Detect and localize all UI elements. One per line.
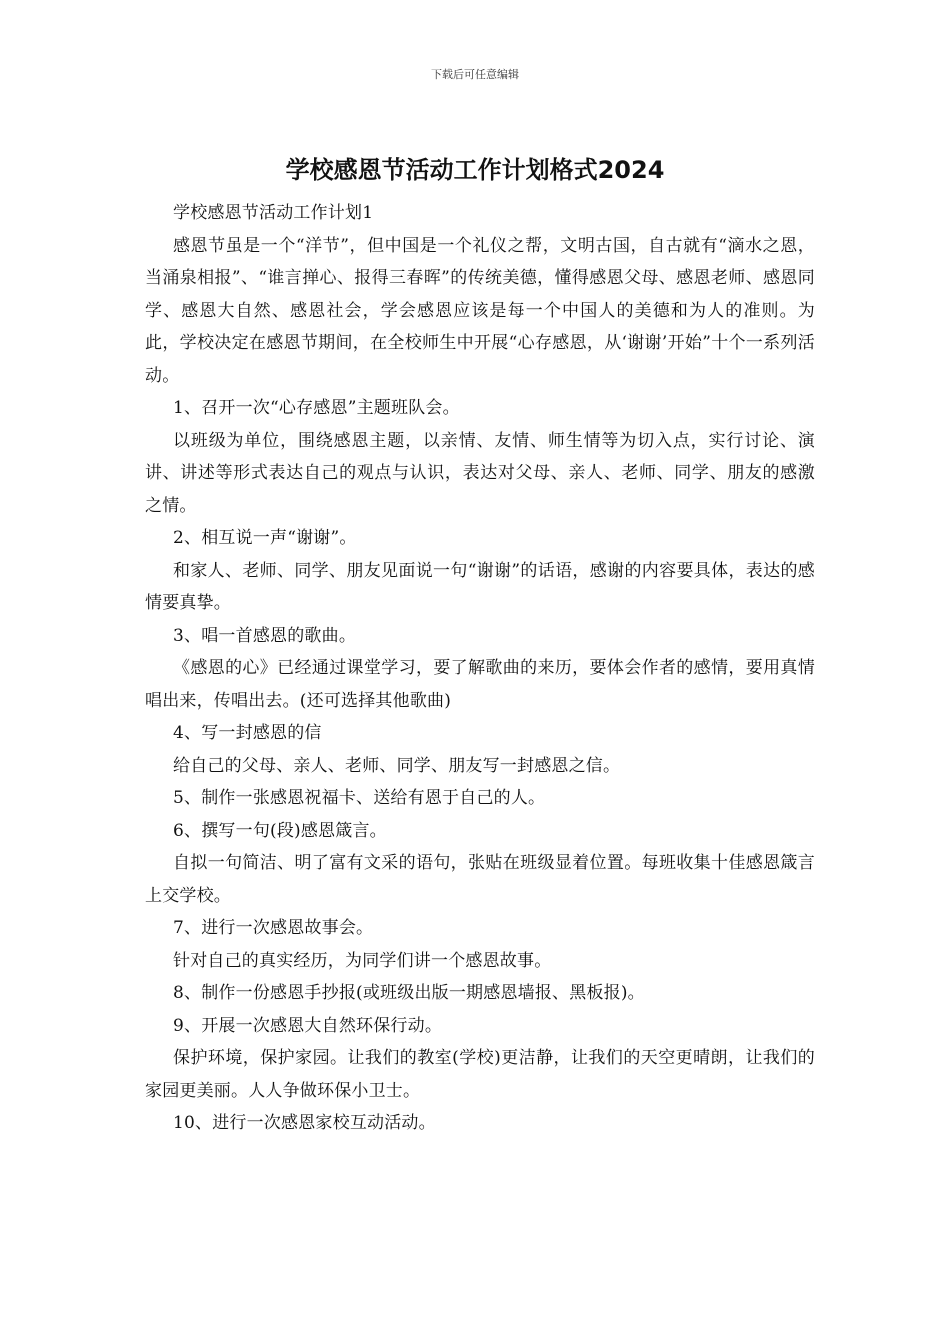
- paragraph: 感恩节虽是一个“洋节”，但中国是一个礼仪之帮，文明古国，自古就有“滴水之恩，当涌泉相报”、“谁言掸心、报得三春晖”的传统美德，懂得感恩父母、感恩老师、感恩同学、感恩大自然、感恩社会，学会感恩应该是每一个中国人的美德和为人的准则。为此，学校决定在感恩节期间，在全校师生中开展“心存感恩，从‘谢谢’开始”十个一系列活动。: [145, 235, 815, 386]
- paragraph: 保护环境，保护家园。让我们的教室(学校)更洁静，让我们的天空更晴朗，让我们的家园更美丽。人人争做环保小卫士。: [145, 1048, 815, 1101]
- paragraph: 2、相互说一声“谢谢”。: [173, 528, 357, 548]
- header-note: 下载后可任意编辑: [431, 68, 519, 81]
- paragraph: 针对自己的真实经历，为同学们讲一个感恩故事。: [173, 950, 552, 971]
- paragraph: 3、唱一首感恩的歌曲。: [173, 625, 357, 646]
- paragraph: 学校感恩节活动工作计划1: [173, 203, 374, 223]
- paragraph: 自拟一句简洁、明了富有文采的语句，张贴在班级显着位置。每班收集十佳感恩箴言上交学校。: [145, 853, 815, 906]
- paragraph: 7、进行一次感恩故事会。: [173, 918, 374, 938]
- paragraph: 10、进行一次感恩家校互动活动。: [173, 1113, 436, 1133]
- paragraph: 5、制作一张感恩祝福卡、送给有恩于自己的人。: [173, 788, 546, 808]
- paragraph: 以班级为单位，围绕感恩主题，以亲情、友情、师生情等为切入点，实行讨论、演讲、讲述等形式表达自己的观点与认识，表达对父母、亲人、老师、同学、朋友的感激之情。: [145, 430, 815, 516]
- document-title: 学校感恩节活动工作计划格式2024: [285, 156, 665, 184]
- paragraph: 和家人、老师、同学、朋友见面说一句“谢谢”的话语，感谢的内容要具体，表达的感情要真挚。: [145, 560, 815, 613]
- paragraph: 9、开展一次感恩大自然环保行动。: [173, 1015, 443, 1036]
- paragraph: 6、撰写一句(段)感恩箴言。: [173, 820, 387, 841]
- document-body: [145, 197, 815, 1140]
- paragraph: 《感恩的心》已经通过课堂学习，要了解歌曲的来历，要体会作者的感情，要用真情唱出来，传唱出去。(还可选择其他歌曲): [145, 658, 815, 711]
- paragraph: 1、召开一次“心存感恩”主题班队会。: [173, 398, 460, 418]
- paragraph: 4、写一封感恩的信: [173, 723, 322, 743]
- paragraph: 8、制作一份感恩手抄报(或班级出版一期感恩墙报、黑板报)。: [173, 983, 645, 1003]
- paragraph: 给自己的父母、亲人、老师、同学、朋友写一封感恩之信。: [173, 755, 621, 776]
